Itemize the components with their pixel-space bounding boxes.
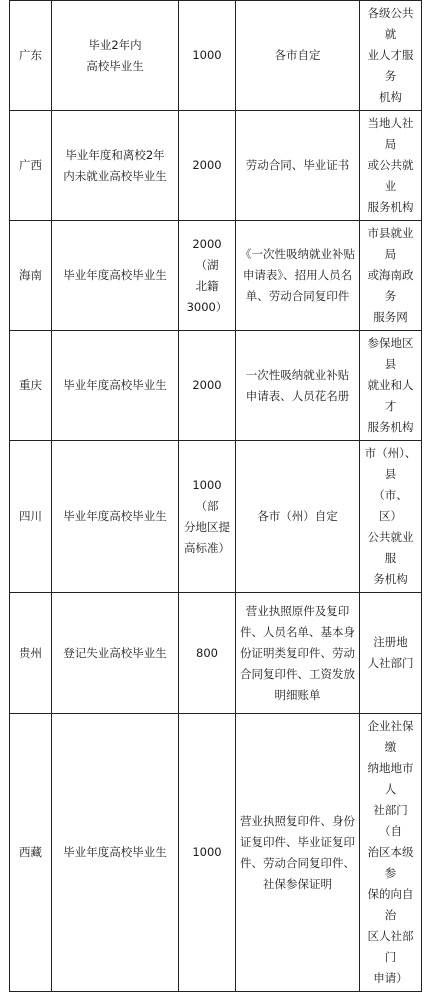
amount-cell: 2000 (179, 111, 236, 221)
table-row (10, 1, 422, 111)
department-cell: 注册地 人社部门 (360, 593, 422, 714)
province-cell: 西藏 (10, 714, 52, 992)
target-cell: 毕业2年内 高校毕业生 (52, 1, 179, 111)
target-cell: 毕业年度高校毕业生 (52, 221, 179, 331)
materials-cell: 一次性吸纳就业补贴 申请表、人员花名册 (236, 331, 360, 441)
department-cell: 企业社保缴 纳地地市人 社部门（自 治区本级参 保的向自治 区人社部门 申请） (360, 714, 422, 992)
amount-cell: 1000 (179, 1, 236, 111)
amount-cell: 800 (179, 593, 236, 714)
table-row (10, 593, 422, 714)
amount-cell: 1000（部 分地区提 高标准） (179, 441, 236, 593)
target-cell: 毕业年度高校毕业生 (52, 441, 179, 593)
materials-cell: 营业执照复印件、身份 证复印件、毕业证复印 件、劳动合同复印件、 社保参保证明 (236, 714, 360, 992)
department-cell: 参保地区县 就业和人才 服务机构 (360, 331, 422, 441)
target-cell: 毕业年度高校毕业生 (52, 714, 179, 992)
materials-cell: 劳动合同、毕业证书 (236, 111, 360, 221)
province-cell: 广东 (10, 1, 52, 111)
department-cell: 市（州）、县 （市、区） 公共就业服 务机构 (360, 441, 422, 593)
province-cell: 广西 (10, 111, 52, 221)
province-cell: 四川 (10, 441, 52, 593)
amount-cell: 1000 (179, 714, 236, 992)
table-row (10, 111, 422, 221)
amount-cell: 2000 (179, 331, 236, 441)
materials-cell: 《一次性吸纳就业补贴 申请表》、招用人员名 单、劳动合同复印件 (236, 221, 360, 331)
table-row (10, 331, 422, 441)
subsidy-table (9, 0, 422, 992)
amount-cell: 2000（湖 北籍 3000） (179, 221, 236, 331)
department-cell: 市县就业局 或海南政务 服务网 (360, 221, 422, 331)
department-cell: 各级公共就 业人才服务 机构 (360, 1, 422, 111)
province-cell: 重庆 (10, 331, 52, 441)
province-cell: 贵州 (10, 593, 52, 714)
province-cell: 海南 (10, 221, 52, 331)
table-row (10, 714, 422, 992)
table-row (10, 441, 422, 593)
department-cell: 当地人社局 或公共就业 服务机构 (360, 111, 422, 221)
target-cell: 毕业年度高校毕业生 (52, 331, 179, 441)
materials-cell: 各市（州）自定 (236, 441, 360, 593)
target-cell: 毕业年度和离校2年 内未就业高校毕业生 (52, 111, 179, 221)
target-cell: 登记失业高校毕业生 (52, 593, 179, 714)
table-row (10, 221, 422, 331)
materials-cell: 各市自定 (236, 1, 360, 111)
materials-cell: 营业执照原件及复印 件、人员名单、基本身 份证明类复印件、劳动 合同复印件、工资发放 明细账单 (236, 593, 360, 714)
